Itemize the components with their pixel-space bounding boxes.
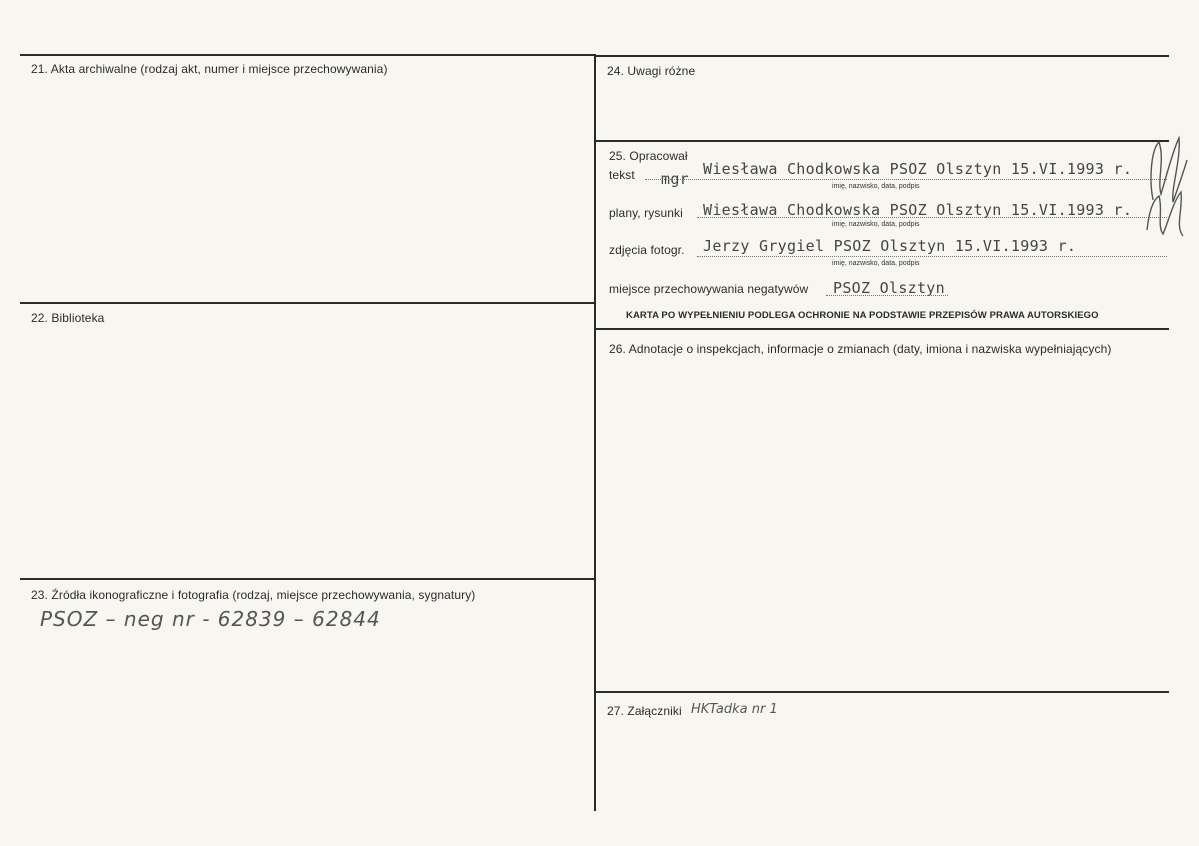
negatywy-label: miejsce przechowywania negatywów bbox=[609, 282, 809, 296]
signature-icon bbox=[1143, 130, 1191, 240]
section-21-label: 21. Akta archiwalne (rodzaj akt, numer i miejsce przechowywania) bbox=[31, 62, 388, 76]
zdjecia-hint: imię, nazwisko, data, podpis bbox=[832, 260, 920, 267]
divider bbox=[20, 578, 595, 580]
plany-label: plany, rysunki bbox=[609, 206, 683, 220]
divider bbox=[20, 54, 595, 56]
section-26-label: 26. Adnotacje o inspekcjach, informacje o zmianach (daty, imiona i nazwiska wypełniających) bbox=[609, 342, 1112, 356]
zdjecia-line bbox=[697, 256, 1167, 257]
section-24-label: 24. Uwagi różne bbox=[607, 64, 696, 78]
divider bbox=[596, 691, 1169, 693]
plany-value: Wiesława Chodkowska PSOZ Olsztyn 15.VI.1993 r. bbox=[703, 201, 1133, 219]
tekst-line bbox=[645, 179, 1167, 180]
divider bbox=[594, 54, 596, 811]
zdjecia-label: zdjęcia fotogr. bbox=[609, 243, 685, 257]
section-23-label: 23. Źródła ikonograficzne i fotografia (rodzaj, miejsce przechowywania, sygnatury) bbox=[31, 588, 476, 602]
zdjecia-value: Jerzy Grygiel PSOZ Olsztyn 15.VI.1993 r. bbox=[703, 237, 1077, 255]
copyright-notice: KARTA PO WYPEŁNIENIU PODLEGA OCHRONIE NA PODSTAWIE PRZEPISÓW PRAWA AUTORSKIEGO bbox=[626, 310, 1099, 321]
divider bbox=[596, 140, 1169, 142]
tekst-label: tekst bbox=[609, 168, 635, 182]
plany-hint: imię, nazwisko, data, podpis bbox=[832, 221, 920, 228]
section-25-label: 25. Opracował bbox=[609, 149, 688, 163]
divider bbox=[596, 328, 1169, 330]
section-23-handwritten: PSOZ – neg nr - 62839 – 62844 bbox=[40, 607, 381, 631]
section-27-label: 27. Załączniki bbox=[607, 704, 682, 718]
divider bbox=[20, 302, 595, 304]
tekst-prefix: mgr bbox=[661, 170, 689, 188]
tekst-hint: imię, nazwisko, data, podpis bbox=[832, 183, 920, 190]
negatywy-line bbox=[826, 295, 948, 296]
section-27-handwritten: HKTadka nr 1 bbox=[691, 702, 778, 717]
plany-line bbox=[697, 217, 1167, 218]
negatywy-value: PSOZ Olsztyn bbox=[833, 279, 945, 297]
section-22-label: 22. Biblioteka bbox=[31, 311, 105, 325]
divider bbox=[596, 55, 1169, 57]
tekst-value: Wiesława Chodkowska PSOZ Olsztyn 15.VI.1993 r. bbox=[703, 160, 1133, 178]
